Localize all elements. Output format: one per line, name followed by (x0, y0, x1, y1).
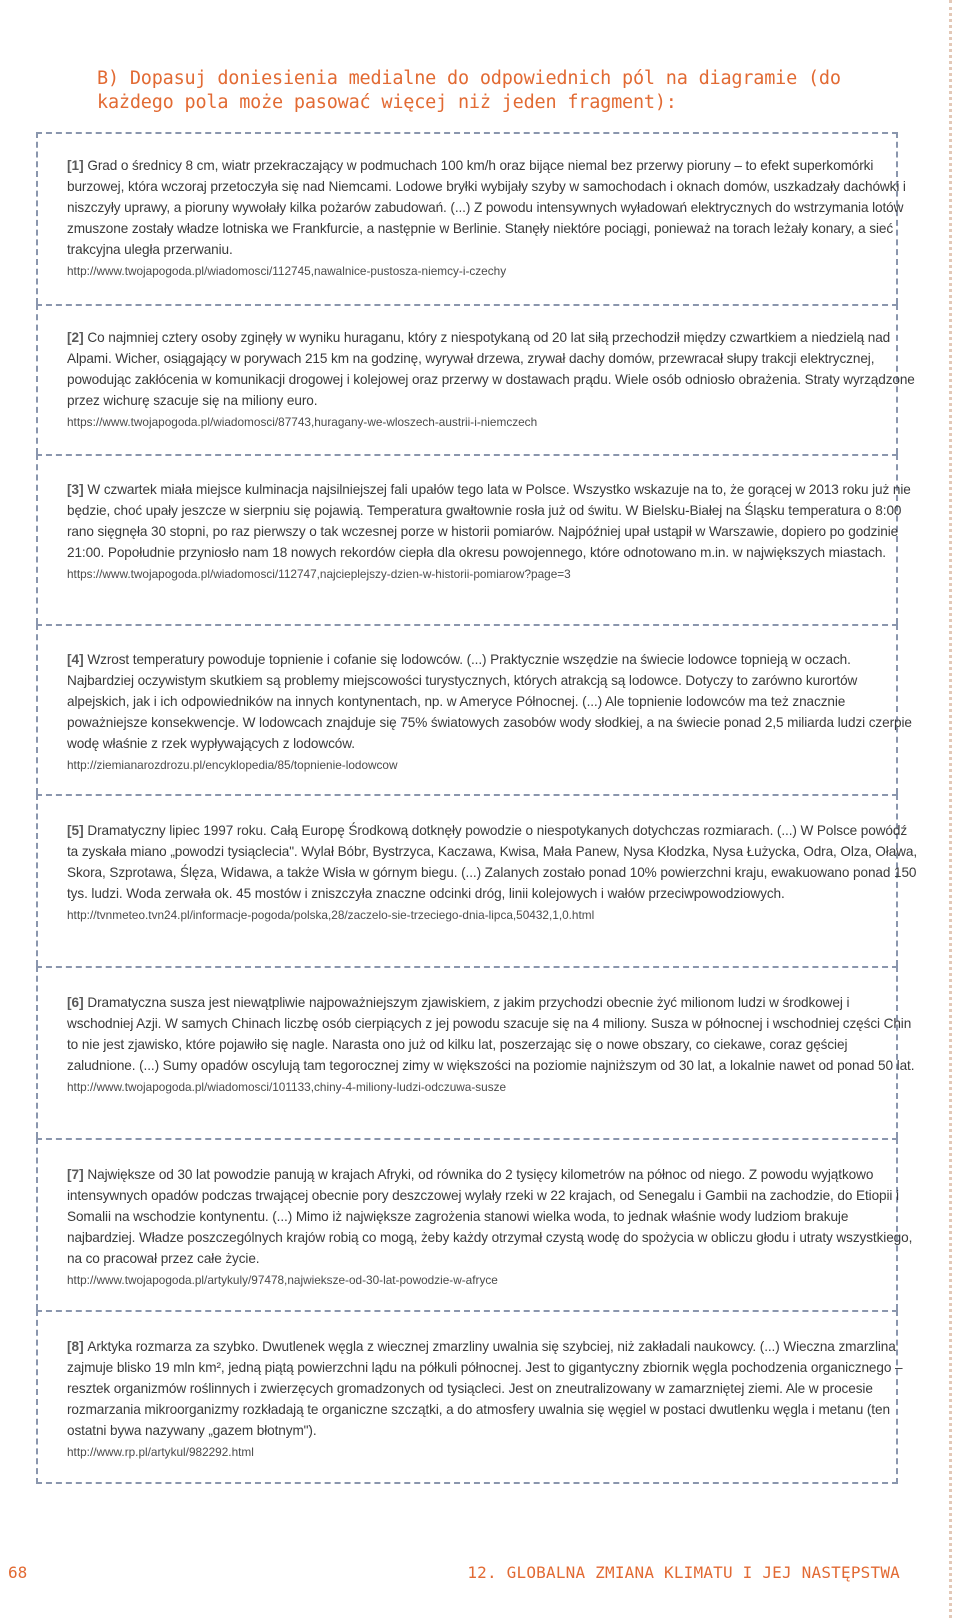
fragment-3 (67, 479, 918, 584)
fragment-text: Dramatyczna susza jest niewątpliwie najpoważniejszym zjawiskiem, z jakim przychodzi obecnie żyć milionom ludzi w środkowej i wschodniej Azji. W samych Chinach liczbę osób cierpiących z jej powodu szacuje się na 4 miliony. Susza w północnej i wschodniej części Chin to nie jest zjawisko, które pojawiło się nagle. Narasta ono już od kilku lat, poszerzając się o nowe obszary, co ciekawe, coraz gęściej zaludnione. (...) Sumy opadów oscylują tam tegorocznej zimy w większości na poziomie najniższym od 30 lat, a lokalnie nawet od ponad 50 lat. (67, 995, 915, 1073)
fragment-8 (67, 1336, 918, 1462)
fragment-6 (67, 992, 918, 1097)
fragment-source-link[interactable]: https://www.twojapogoda.pl/wiadomosci/112747,najcieplejszy-dzien-w-historii-pomiarow?page=3 (67, 567, 571, 581)
fragment-4 (67, 649, 918, 775)
fragment-text: Co najmniej cztery osoby zginęły w wyniku huraganu, który z niespotykaną od 20 lat siłą przechodził między czwartkiem a niedzielą nad Alpami. Wicher, osiągający w porywach 215 km na godzinę, wyrywał drzewa, zrywał dachy domów, przewracał słupy trakcji elektrycznej, powodując zakłócenia w komunikacji drogowej i kolejowej oraz przerwy w dostawach prądu. Wiele osób odniosło obrażenia. Straty wyrządzone przez wichurę szacuje się na miliony euro. (67, 330, 915, 408)
fragment-number: [7] (67, 1167, 84, 1182)
fragment-source-link[interactable]: http://tvnmeteo.tvn24.pl/informacje-pogoda/polska,28/zaczelo-sie-trzeciego-dnia-lipca,50432,1,0.html (67, 908, 595, 922)
fragment-text: Grad o średnicy 8 cm, wiatr przekraczający w podmuchach 100 km/h oraz bijące niemal bez przerwy pioruny – to efekt superkomórki burzowej, która wczoraj przetoczyła się nad Niemcami. Lodowe bryłki wybijały szyby w samochodach i oknach domów, uszkadzały dachówki i niszczyły uprawy, a pioruny wywołały kilka pożarów zabudowań. (...) Z powodu intensywnych wyładowań elektrycznych do wstrzymania lotów zmuszone zostały władze lotniska we Frankfurcie, a następnie w Berlinie. Stanęły niektóre pociągi, ponieważ na torach leżały konary, a sieć trakcyjna uległa przerwaniu. (67, 158, 906, 257)
fragment-source-link[interactable]: http://www.twojapogoda.pl/artykuly/97478,najwieksze-od-30-lat-powodzie-w-afryce (67, 1273, 498, 1287)
fragment-2 (67, 327, 918, 432)
fragment-frame (36, 966, 915, 1138)
exercise-heading: B) Dopasuj doniesienia medialne do odpowiednich pól na diagramie (do każdego pola może pasować więcej niż jeden fragment): (97, 68, 841, 113)
fragment-number: [4] (67, 652, 84, 667)
fragment-number: [3] (67, 482, 84, 497)
fragment-source-link[interactable]: http://www.rp.pl/artykul/982292.html (67, 1445, 254, 1459)
fragment-text: Dramatyczny lipiec 1997 roku. Całą Europę Środkową dotknęły powodzie o niespotykanych dotychczas rozmiarach. (...) W Polsce powódź ta zyskała miano „powodzi tysiąclecia". Wylał Bóbr, Bystrzyca, Kaczawa, Kwisa, Mała Panew, Nysa Kłodzka, Nysa Łużycka, Odra, Olza, Oława, Skora, Szprotawa, Ślęza, Widawa, a także Wisła w górnym biegu. (...) Zalanych zostało ponad 10% powierzchni kraju, ewakuowano ponad 150 tys. ludzi. Woda zerwała ok. 45 mostów i zniszczyła znaczne odcinki dróg, linii kolejowych i wałów przeciwpowodziowych. (67, 823, 918, 901)
fragment-frame (36, 454, 911, 624)
fragment-text: Arktyka rozmarza za szybko. Dwutlenek węgla z wiecznej zmarzliny uwalnia się szybciej, niż zakładali naukowcy. (...) Wieczna zmarzlina zajmuje blisko 19 mln km², jedną piątą powierzchni lądu na półkuli północnej. Jest to gigantyczny zbiornik węgla pochodzenia organicznego – resztek organizmów roślinnych i zwierzęcych gromadzonych od tysiącleci. Jest on zneutralizowany w zamarzniętej ziemi. Ale w procesie rozmarzania mikroorganizmy rozkładają te organiczne szczątki, a do atmosfery uwalnia się węgiel w postaci dwutlenku węgla i metanu (ten ostatni bywa nazywany „gazem błotnym"). (67, 1339, 903, 1438)
fragment-5 (67, 820, 918, 925)
fragment-frame (36, 1138, 913, 1310)
page-number: 68 (8, 1563, 28, 1582)
fragment-frame (36, 304, 915, 454)
fragment-7 (67, 1164, 918, 1290)
fragment-source-link[interactable]: http://ziemianarozdrozu.pl/encyklopedia/85/topnienie-lodowcow (67, 758, 398, 772)
fragment-number: [8] (67, 1339, 84, 1354)
fragment-text: W czwartek miała miejsce kulminacja najsilniejszej fali upałów tego lata w Polsce. Wszystko wskazuje na to, że gorącej w 2013 roku już nie będzie, choć upały jeszcze w sierpniu się pojawią. Temperatura gwałtownie rosła już od świtu. W Bielsku-Białej na Śląsku temperatura o 8:00 rano sięgnęła 30 stopni, po raz pierwszy o tak wczesnej porze w historii pomiarów. Najpóźniej upał ustąpił w Warszawie, dopiero po godzinie 21:00. Popołudnie przyniosło nam 18 nowych rekordów ciepła dla okresu powojennego, które odnotowano m.in. w największych miastach. (67, 482, 911, 560)
fragment-frame (36, 132, 906, 304)
fragment-frame (36, 1310, 903, 1484)
fragment-source-link[interactable]: http://www.twojapogoda.pl/wiadomosci/112745,nawalnice-pustosza-niemcy-i-czechy (67, 264, 507, 278)
fragment-source-link[interactable]: https://www.twojapogoda.pl/wiadomosci/87743,huragany-we-wloszech-austrii-i-niemczech (67, 415, 538, 429)
fragment-number: [2] (67, 330, 84, 345)
fragment-number: [5] (67, 823, 84, 838)
fragment-number: [6] (67, 995, 84, 1010)
fragment-frame (36, 794, 918, 966)
chapter-title: 12. GLOBALNA ZMIANA KLIMATU I JEJ NASTĘPSTWA (467, 1563, 900, 1582)
fragment-source-link[interactable]: http://www.twojapogoda.pl/wiadomosci/101133,chiny-4-miliony-ludzi-odczuwa-susze (67, 1080, 507, 1094)
margin-dotted-rule (949, 0, 952, 1618)
fragment-1 (67, 155, 918, 281)
fragment-number: [1] (67, 158, 84, 173)
fragment-frame (36, 624, 912, 794)
fragment-text: Wzrost temperatury powoduje topnienie i cofanie się lodowców. (...) Praktycznie wszędzie na świecie lodowce topnieją w oczach. Najbardziej oczywistym skutkiem są problemy miejscowości turystycznych, których atrakcją są lodowce. Dotyczy to zarówno kurortów alpejskich, jak i ich odpowiedników na innych kontynentach, np. w Ameryce Północnej. (...) Ale topnienie lodowców ma też znacznie poważniejsze konsekwencje. W lodowcach znajduje się 75% światowych zasobów wody słodkiej, a na świecie ponad 2,5 miliarda ludzi czerpie wodę właśnie z rzek wypływających z lodowców. (67, 652, 912, 751)
fragment-text: Największe od 30 lat powodzie panują w krajach Afryki, od równika do 2 tysięcy kilometrów na północ od niego. Z powodu wyjątkowo intensywnych opadów podczas trwającej obecnie pory deszczowej wylały rzeki w 22 krajach, od Senegalu i Gambii na zachodzie, do Etiopii i Somalii na wschodzie kontynentu. (...) Mimo iż największe zagrożenia stanowi wielka woda, to jednak właśnie wody ludziom brakuje najbardziej. Władze poszczególnych krajów robią co mogą, żeby każdy otrzymał czystą wodę do spożycia w obliczu głodu i utraty wszystkiego, na co pracował przez całe życie. (67, 1167, 913, 1266)
